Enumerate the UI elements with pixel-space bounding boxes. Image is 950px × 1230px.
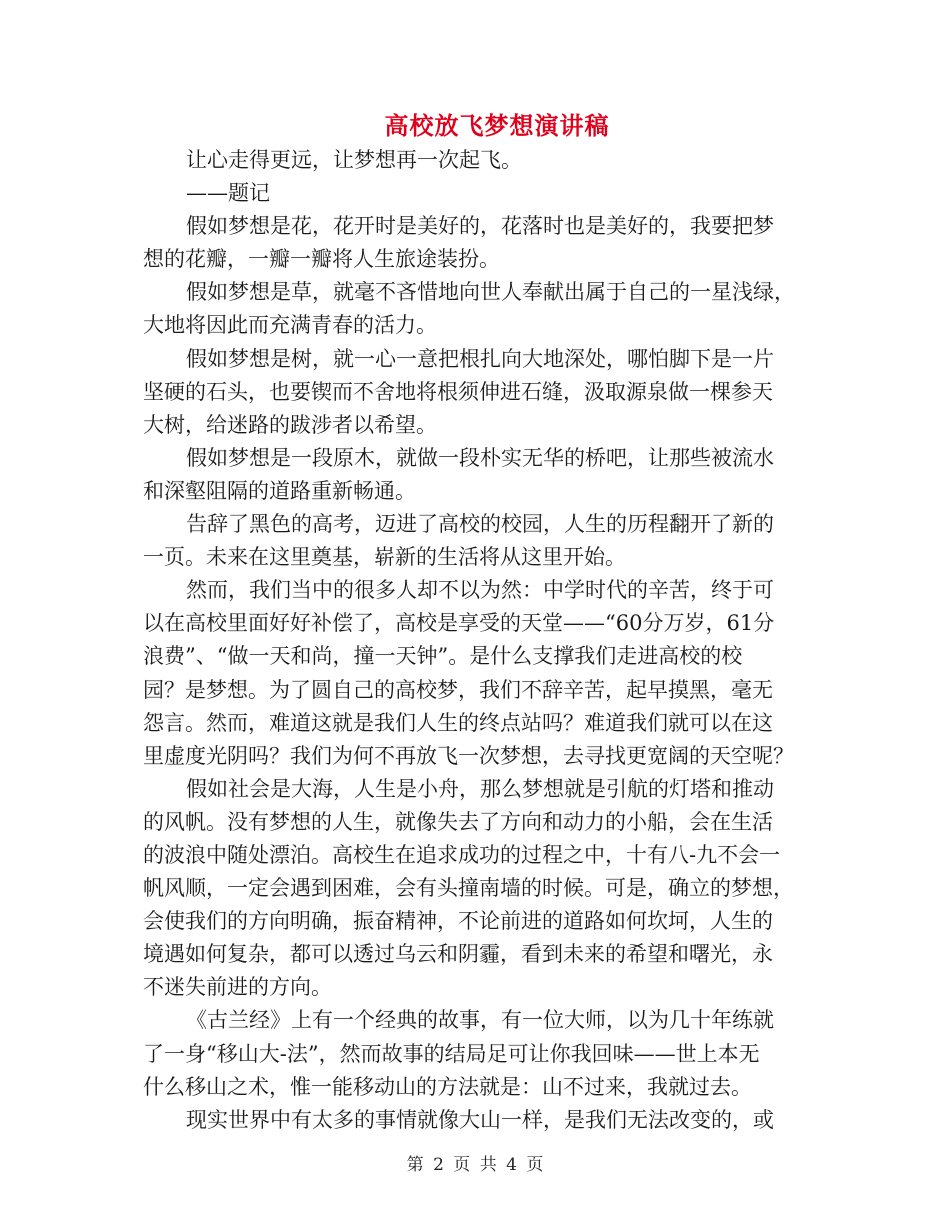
text-line: 的风帆。没有梦想的人生，就像失去了方向和动力的小船，会在生活 [143,809,773,834]
text-line: 园？是梦想。为了圆自己的高校梦，我们不辞辛苦，起早摸黑，毫无 [143,677,773,702]
text-line: 然而，我们当中的很多人却不以为然：中学时代的辛苦，终于可 [186,578,774,603]
text-line: 假如梦想是树，就一心一意把根扎向大地深处，哪怕脚下是一片 [186,346,774,371]
text-line: 坚硬的石头，也要锲而不舍地将根须伸进石缝，汲取源泉做一棵参天 [143,379,773,404]
text-line: 境遇如何复杂，都可以透过乌云和阴霾，看到未来的希望和曙光，永 [143,942,773,967]
text-line: 和深壑阻隔的道路重新畅通。 [143,478,416,503]
text-line: 会使我们的方向明确，振奋精神，不论前进的道路如何坎坷，人生的 [143,909,773,934]
text-line: 假如社会是大海，人生是小舟，那么梦想就是引航的灯塔和推动 [186,776,774,801]
page-footer: 第 2 页 共 4 页 [406,1155,544,1175]
text-line: 想的花瓣，一瓣一瓣将人生旅途装扮。 [143,247,500,272]
text-line: 了一身“移山大-法”，然而故事的结局足可让你我回味——世上本无 [143,1041,760,1066]
text-line: 怨言。然而，难道这就是我们人生的终点站吗？难道我们就可以在这 [143,710,773,735]
text-line: 大地将因此而充满青春的活力。 [143,313,437,338]
document-title: 高校放飞梦想演讲稿 [384,111,610,140]
text-line: 假如梦想是一段原木，就做一段朴实无华的桥吧，让那些被流水 [186,445,774,470]
text-line: 一页。未来在这里奠基，崭新的生活将从这里开始。 [143,545,626,570]
text-line: 告辞了黑色的高考，迈进了高校的校园，人生的历程翻开了新的 [186,512,774,537]
text-line: 浪费”、“做一天和尚，撞一天钟”。是什么支撑我们走进高校的校 [143,644,743,669]
text-line: 假如梦想是草，就毫不吝惜地向世人奉献出属于自己的一星浅绿， [186,280,795,305]
text-line: 大树，给迷路的跋涉者以希望。 [143,412,437,437]
text-line: 什么移山之术，惟一能移动山的方法就是：山不过来，我就过去。 [143,1074,752,1099]
text-line: 里虚度光阴吗？我们为何不再放飞一次梦想，去寻找更宽阔的天空呢？ [143,743,794,768]
text-line: 现实世界中有太多的事情就像大山一样，是我们无法改变的，或 [186,1107,774,1132]
document-body [143,144,808,1137]
text-line: 《古兰经》上有一个经典的故事，有一位大师，以为几十年练就 [186,1008,774,1033]
text-line: 不迷失前进的方向。 [143,975,332,1000]
text-line: ——题记 [186,181,270,206]
text-line: 的波浪中随处漂泊。高校生在追求成功的过程之中，十有八-九不会一 [143,842,781,867]
text-line: 假如梦想是花，花开时是美好的，花落时也是美好的，我要把梦 [186,214,774,239]
text-line: 帆风顺，一定会遇到困难，会有头撞南墙的时候。可是，确立的梦想， [143,876,794,901]
text-line: 以在高校里面好好补偿了，高校是享受的天堂——“60分万岁，61分 [143,611,775,636]
text-line: 让心走得更远，让梦想再一次起飞。 [186,148,522,172]
